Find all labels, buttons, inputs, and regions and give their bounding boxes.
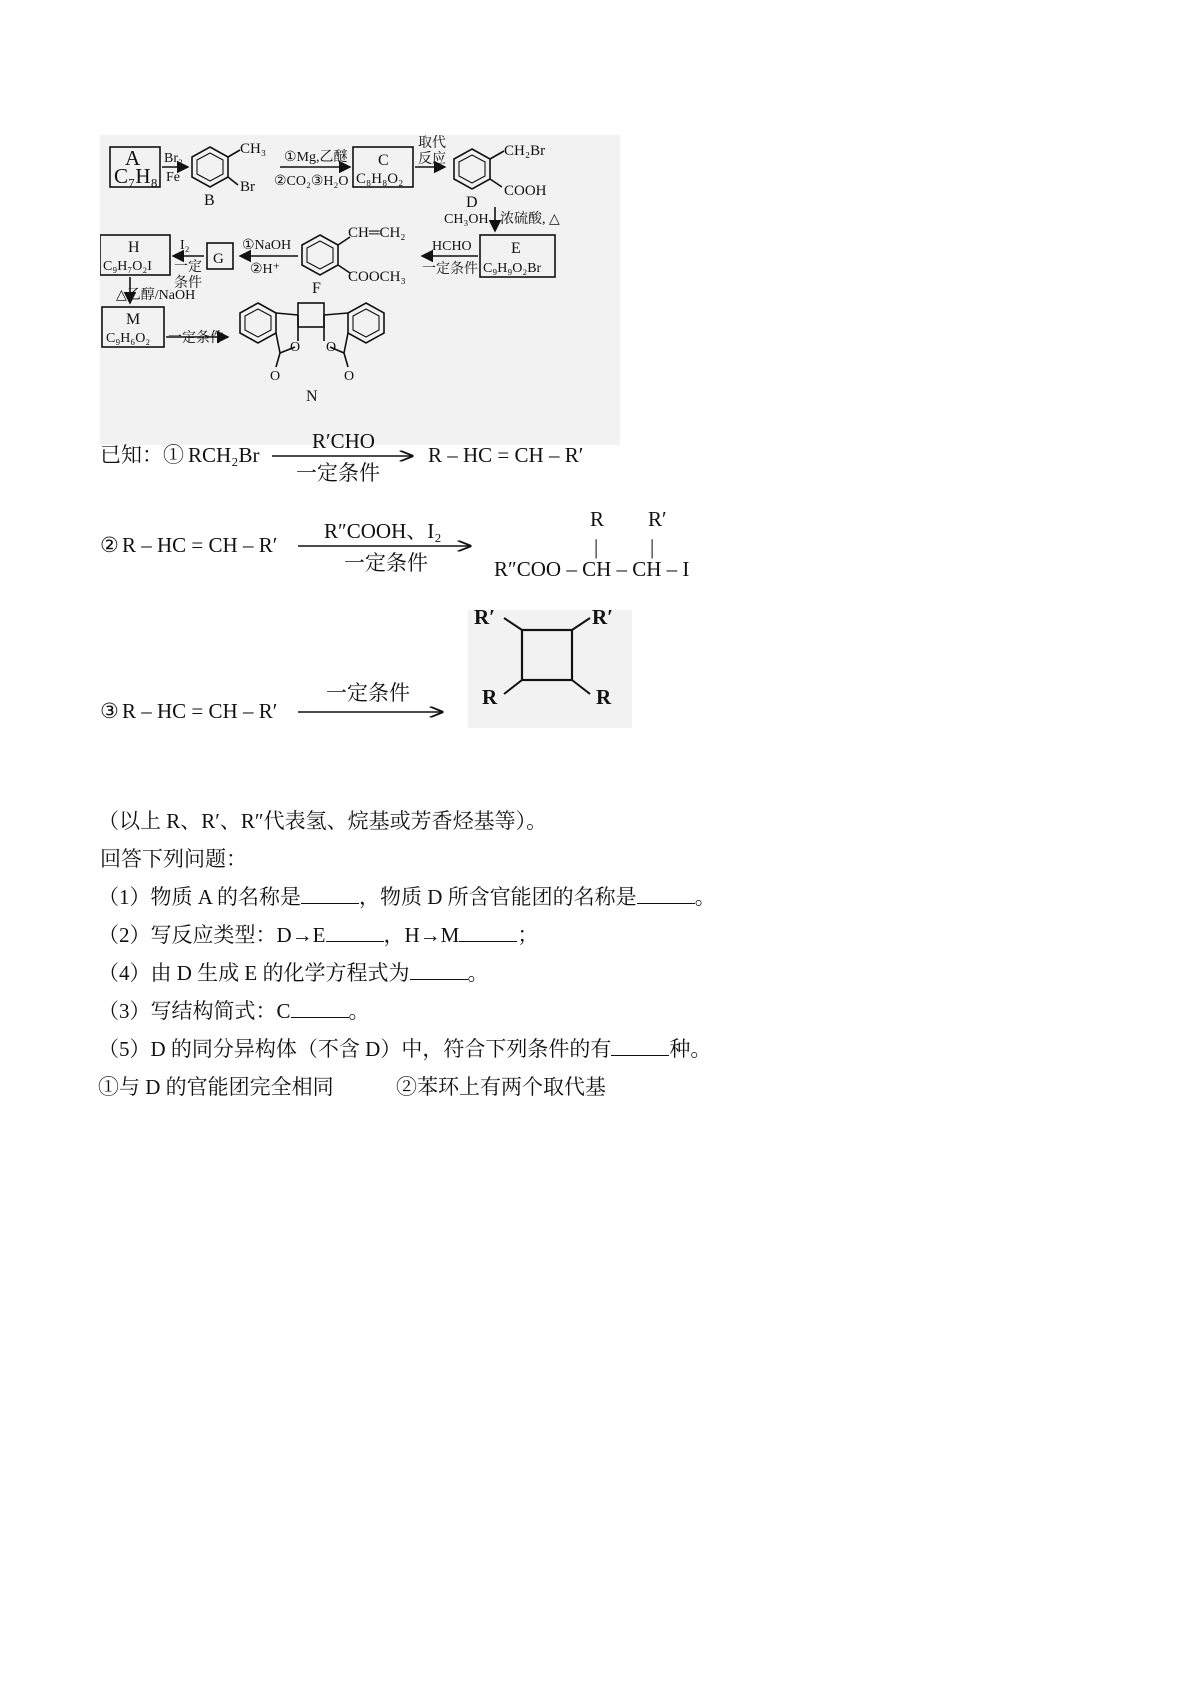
d-e-reagent-left: CH₃OH [444,212,489,227]
c-d-reagent-bottom: 反应 [418,152,446,167]
r2-prod-rp: R′ [648,507,667,531]
q3-blank[interactable] [291,999,349,1018]
condition-1: ①与 D 的官能团完全相同 [98,1075,334,1099]
m-label: M [126,311,141,328]
d-cooh: COOH [504,183,547,199]
q5-text-b: 种。 [669,1037,712,1061]
m-n-reagent: 一定条件 [168,331,224,346]
question-2 [98,922,538,948]
q5-blank[interactable] [611,1037,669,1056]
b-br: Br [240,179,255,195]
r3-num: ③ [100,699,119,723]
r3-r1: R [482,685,498,709]
q2-blank-2[interactable] [459,923,517,942]
r2-top: R″COOH、I₂ [324,519,442,543]
f-label: F [312,280,321,297]
f-ester: COOCH₃ [348,269,406,285]
r3-rp1: R′ [474,605,496,629]
q1-text-a: （1）物质 A 的名称是 [98,885,302,909]
q1-text-b: ，物质 D 所含官能团的名称是 [359,885,637,909]
f-g-reagent-bottom: ②H⁺ [250,262,281,277]
a-label: A [125,146,141,170]
h-m-reagent: △乙醇/NaOH [116,288,196,303]
r1-product: R – HC = CH – R′ [428,443,584,467]
structure-n [240,303,384,367]
g-h-reagent-top: I₂ [180,238,190,253]
d-e-reagent-right: 浓硫酸, △ [500,212,560,227]
q3-text-a: （3）写结构简式：C [98,999,291,1023]
r2-prod-r: R [590,507,605,531]
r2-reactant: R – HC = CH – R′ [122,533,278,557]
n-o4: O [344,369,355,384]
questions-prompt: 回答下列问题： [100,847,247,871]
r3-r2: R [596,685,612,709]
d-ch2br: CH₂Br [504,143,546,159]
q4-blank[interactable] [410,961,468,980]
e-f-reagent-top: HCHO [432,239,472,254]
q2-blank-1[interactable] [326,923,384,942]
b-methyl: CH₃ [240,141,267,157]
r2-num: ② [100,533,119,557]
r2-bar2: | [650,535,655,559]
q2-text-b: ，H→M [383,923,460,947]
question-1 [98,884,716,910]
n-o1: O [290,340,301,355]
r1-reactant: RCH₂Br [188,443,260,467]
g-label: G [213,251,224,267]
d-label: D [466,194,478,211]
c-d-reagent-top: 取代 [418,136,446,151]
e-formula: C₉H₉O₂Br [483,261,542,276]
question-3 [98,998,370,1024]
a-formula: C₇H₈ [114,164,158,188]
b-c-reagent-bottom: ②CO₂③H₂O [274,174,349,189]
q4-text-a: （4）由 D 生成 E 的化学方程式为 [98,961,410,985]
r1-bottom: 一定条件 [296,461,380,485]
r2-bar1: | [594,535,599,559]
condition-2: ②苯环上有两个取代基 [396,1075,606,1099]
c-formula: C₈H₈O₂ [356,171,404,187]
scheme-svg [100,135,620,445]
r2-product: R″COO – CH – CH – I [494,557,690,581]
benzene-b-inner [197,153,223,181]
q1-blank-2[interactable] [637,885,695,904]
c-label: C [378,152,389,169]
n-o3: O [270,369,281,384]
e-f-reagent-bottom: 一定条件 [422,262,478,277]
n-o2: O [326,340,337,355]
b-label: B [204,192,215,209]
q3-text-b: 。 [348,999,370,1023]
q5-text-a: （5）D 的同分异构体（不含 D）中，符合下列条件的有 [98,1037,612,1061]
h-label: H [128,239,140,256]
e-label: E [511,240,521,257]
q2-text-c: ； [517,923,539,947]
b-c-reagent-top: ①Mg,乙醚 [284,150,348,165]
g-h-reagent-bottom: 条件 [174,276,202,291]
m-formula: C₉H₆O₂ [106,331,151,346]
q1-text-c: 。 [694,885,716,909]
r1-top: R′CHO [312,429,375,453]
g-h-reagent-mid: 一定 [174,260,202,275]
q1-blank-1[interactable] [301,885,359,904]
f-vinyl: CH═CH₂ [348,225,406,241]
known-intro: 已知：① [100,443,184,467]
question-4 [98,960,489,986]
a-b-reagent-top: Br₂ [164,151,183,166]
r3-rp2: R′ [592,605,614,629]
known-reactions [0,420,1200,800]
n-label: N [306,388,318,405]
a-b-reagent-bottom: Fe [166,170,180,185]
synthesis-scheme [100,135,620,445]
r3-reactant: R – HC = CH – R′ [122,699,278,723]
question-5 [98,1036,711,1062]
q2-text-a: （2）写反应类型：D→E [98,923,326,947]
f-g-reagent-top: ①NaOH [242,238,292,253]
h-formula: C₉H₇O₂I [103,259,152,274]
note-text: （以上 R、R′、R″代表氢、烷基或芳香烃基等）。 [98,809,548,833]
r3-top: 一定条件 [326,681,410,705]
q4-text-b: 。 [467,961,489,985]
r2-bottom: 一定条件 [344,551,428,575]
